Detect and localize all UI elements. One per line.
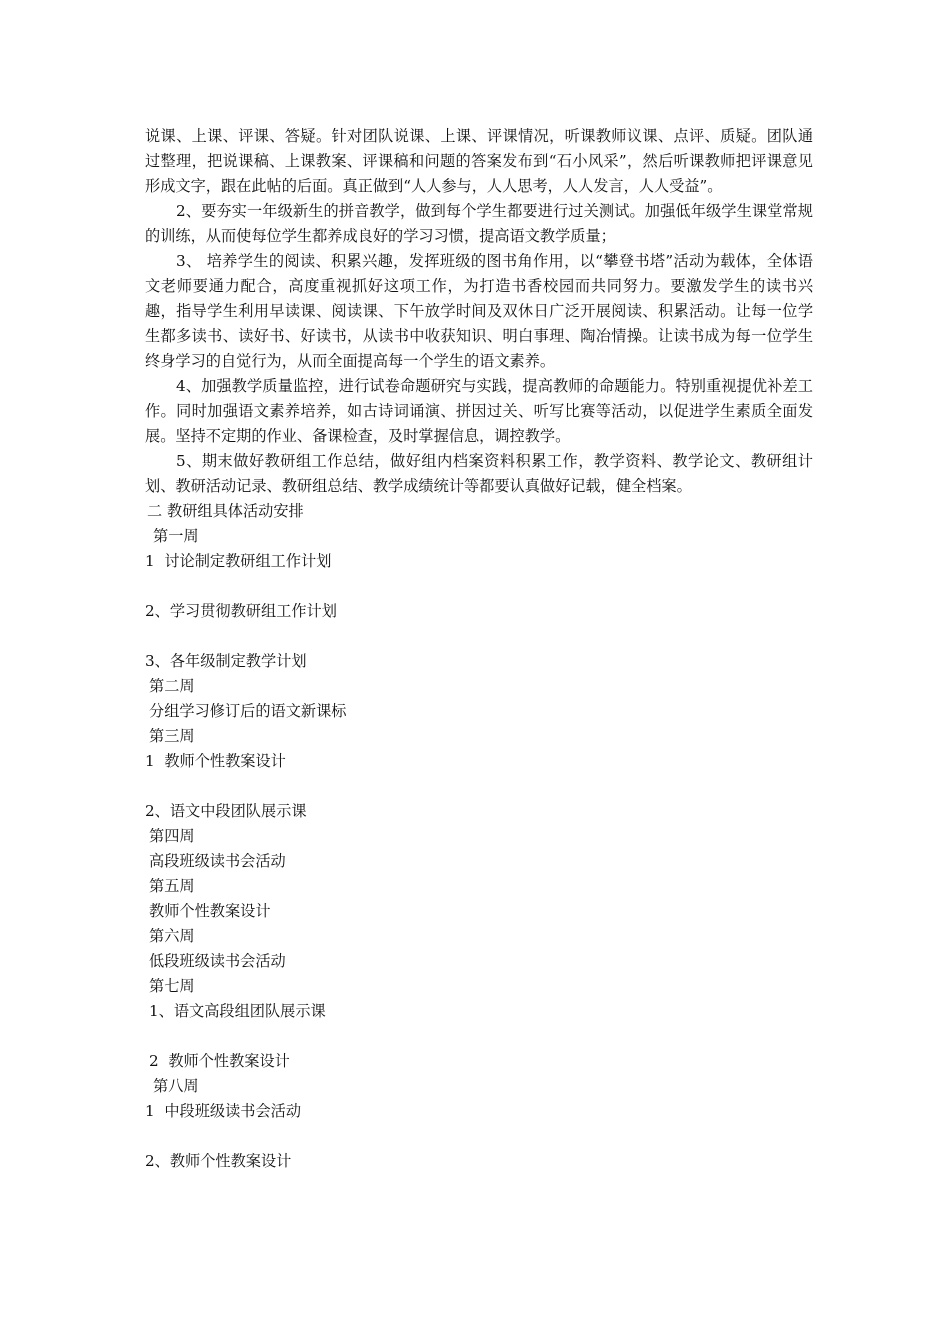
week-1-item-1: 1 讨论制定教研组工作计划 [145, 552, 332, 570]
blank-line [145, 574, 813, 599]
week-3-item-1: 1 教师个性教案设计 [145, 752, 286, 770]
week-7-item-1: 1、语文高段组团队展示课 [149, 1002, 326, 1020]
paragraph-reading-habits: 3、 培养学生的阅读、积累兴趣，发挥班级的图书角作用，以“攀登书塔”活动为载体，全体语文老师要通力配合，高度重视抓好这项工作，为打造书香校园而共同努力。要激发学生的读书兴趣，指导学生利用早读课、阅读课、下午放学时间及双休日广泛开展阅读、积累活动。让每一位学生都多读书、读好书、好读书，从读书中收获知识、明白事理、陶冶情操。让读书成为每一位学生终身学习的自觉行为，从而全面提高每一个学生的语文素养。 [145, 252, 813, 370]
week-8-item-2: 2、教师个性教案设计 [145, 1152, 292, 1170]
week-7-item-2: 2 教师个性教案设计 [149, 1052, 290, 1070]
week-1-label: 第一周 [153, 527, 199, 545]
paragraph-term-summary: 5、期末做好教研组工作总结，做好组内档案资料积累工作，教学资料、教学论文、教研组计划、教研活动记录、教研组总结、教学成绩统计等都要认真做好记载，健全档案。 [145, 452, 813, 495]
week-5-label: 第五周 [149, 877, 195, 895]
week-1-item-2: 2、学习贯彻教研组工作计划 [145, 602, 337, 620]
week-1-item-3: 3、各年级制定教学计划 [145, 652, 307, 670]
document-body [145, 124, 813, 1174]
week-4-label: 第四周 [149, 827, 195, 845]
week-2-label: 第二周 [149, 677, 195, 695]
week-8-item-1: 1 中段班级读书会活动 [145, 1102, 302, 1120]
week-7-label: 第七周 [149, 977, 195, 995]
week-3-item-2: 2、语文中段团队展示课 [145, 802, 307, 820]
blank-line [145, 774, 813, 799]
paragraph-pinyin-teaching: 2、要夯实一年级新生的拼音教学，做到每个学生都要进行过关测试。加强低年级学生课堂常规的训练，从而使每位学生都养成良好的学习习惯，提高语文教学质量； [145, 202, 813, 245]
paragraph-team-lesson-review: 说课、上课、评课、答疑。针对团队说课、上课、评课情况，听课教师议课、点评、质疑。团队通过整理，把说课稿、上课教案、评课稿和问题的答案发布到“石小风采”，然后听课教师把评课意见形成文字，跟在此帖的后面。真正做到“人人参与，人人思考，人人发言，人人受益”。 [145, 127, 813, 195]
week-3-label: 第三周 [149, 727, 195, 745]
week-2-item-1: 分组学习修订后的语文新课标 [149, 702, 347, 720]
section-heading-activities: 二 教研组具体活动安排 [147, 502, 304, 520]
blank-line [145, 624, 813, 649]
week-4-item-1: 高段班级读书会活动 [149, 852, 286, 870]
paragraph-quality-monitoring: 4、加强教学质量监控，进行试卷命题研究与实践，提高教师的命题能力。特别重视提优补差工作。同时加强语文素养培养，如古诗词诵演、拼因过关、听写比赛等活动，以促进学生素质全面发展。坚持不定期的作业、备课检查，及时掌握信息，调控教学。 [145, 377, 813, 445]
week-8-label: 第八周 [153, 1077, 199, 1095]
week-6-item-1: 低段班级读书会活动 [149, 952, 286, 970]
week-6-label: 第六周 [149, 927, 195, 945]
blank-line [145, 1124, 813, 1149]
week-5-item-1: 教师个性教案设计 [149, 902, 271, 920]
blank-line [145, 1024, 813, 1049]
